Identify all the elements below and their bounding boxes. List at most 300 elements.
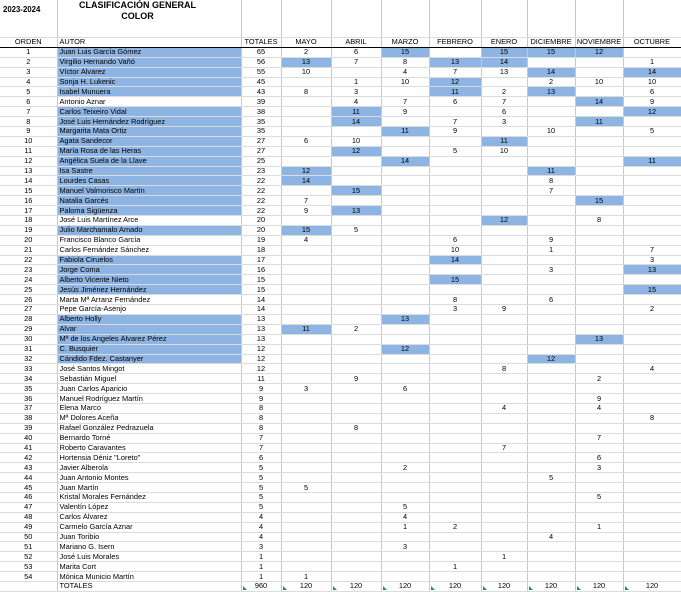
total-cell: 22 xyxy=(241,186,281,196)
month-score-cell xyxy=(281,502,331,512)
month-score-cell: 15 xyxy=(331,186,381,196)
month-score-cell xyxy=(381,324,429,334)
totals-row xyxy=(0,581,681,591)
empty-cell xyxy=(241,0,281,38)
month-score-cell: 13 xyxy=(331,206,381,216)
month-score-cell xyxy=(429,374,481,384)
author-cell: Mariano G. Isern xyxy=(57,542,241,552)
month-score-cell: 8 xyxy=(381,57,429,67)
rank-cell: 51 xyxy=(0,542,57,552)
month-score-cell: 4 xyxy=(331,97,381,107)
month-score-cell xyxy=(429,314,481,324)
month-score-cell xyxy=(281,156,331,166)
month-score-cell: 10 xyxy=(331,136,381,146)
month-score-cell xyxy=(527,572,575,582)
total-cell: 16 xyxy=(241,265,281,275)
month-score-cell xyxy=(527,433,575,443)
month-score-cell: 12 xyxy=(429,77,481,87)
season-cell xyxy=(0,0,57,38)
total-cell: 12 xyxy=(241,364,281,374)
month-score-cell: 1 xyxy=(429,562,481,572)
month-score-cell: 1 xyxy=(381,522,429,532)
author-cell: José Luis Morales xyxy=(57,552,241,562)
month-score-cell xyxy=(575,127,623,137)
month-score-cell: 9 xyxy=(481,305,527,315)
rank-cell: 17 xyxy=(0,206,57,216)
total-cell: 1 xyxy=(241,572,281,582)
month-score-cell xyxy=(429,483,481,493)
column-header: DICIEMBRE xyxy=(527,38,575,48)
total-cell: 8 xyxy=(241,413,281,423)
month-score-cell xyxy=(623,166,681,176)
month-score-cell xyxy=(331,127,381,137)
author-cell: Pepe García-Asenjo xyxy=(57,305,241,315)
formula-marker-icon xyxy=(625,586,629,590)
month-score-cell xyxy=(281,285,331,295)
month-score-cell: 6 xyxy=(623,87,681,97)
month-score-cell xyxy=(281,403,331,413)
month-score-cell xyxy=(281,463,331,473)
author-cell: Angélica Suela de la Llave xyxy=(57,156,241,166)
month-score-cell xyxy=(429,433,481,443)
month-score-cell: 6 xyxy=(527,295,575,305)
rank-cell: 1 xyxy=(0,47,57,57)
month-score-cell: 2 xyxy=(429,522,481,532)
month-score-cell xyxy=(429,384,481,394)
month-score-cell xyxy=(575,186,623,196)
month-score-cell xyxy=(623,492,681,502)
month-score-cell xyxy=(575,136,623,146)
author-cell: Francisco Blanco García xyxy=(57,235,241,245)
table-row xyxy=(0,314,681,324)
month-score-cell: 10 xyxy=(281,67,331,77)
month-score-cell xyxy=(281,364,331,374)
author-cell: Hortensia Déniz "Loreto" xyxy=(57,453,241,463)
formula-marker-icon xyxy=(333,586,337,590)
month-score-cell: 14 xyxy=(481,57,527,67)
month-score-cell xyxy=(381,87,429,97)
month-score-cell xyxy=(381,117,429,127)
month-score-cell xyxy=(623,146,681,156)
rank-cell: 15 xyxy=(0,186,57,196)
author-cell: Paloma Sigüenza xyxy=(57,206,241,216)
month-score-cell: 13 xyxy=(623,265,681,275)
month-score-cell xyxy=(281,275,331,285)
month-score-cell xyxy=(575,552,623,562)
month-score-cell: 1 xyxy=(575,522,623,532)
month-score-cell xyxy=(575,324,623,334)
author-cell: Víctor Álvarez xyxy=(57,67,241,77)
table-row xyxy=(0,265,681,275)
formula-marker-icon xyxy=(243,586,247,590)
month-score-cell: 14 xyxy=(429,255,481,265)
month-score-cell xyxy=(527,334,575,344)
month-score-cell xyxy=(331,384,381,394)
month-score-cell: 3 xyxy=(429,305,481,315)
month-score-cell xyxy=(575,295,623,305)
month-score-cell xyxy=(429,225,481,235)
month-score-cell xyxy=(381,186,429,196)
month-score-cell xyxy=(281,117,331,127)
month-score-cell xyxy=(331,542,381,552)
author-cell: Rafael González Pedrazuela xyxy=(57,423,241,433)
rank-cell: 14 xyxy=(0,176,57,186)
month-score-cell xyxy=(623,374,681,384)
month-score-cell xyxy=(281,413,331,423)
total-cell: 35 xyxy=(241,117,281,127)
month-score-cell xyxy=(331,354,381,364)
month-score-cell xyxy=(429,206,481,216)
total-cell: 23 xyxy=(241,166,281,176)
month-score-cell: 1 xyxy=(481,552,527,562)
author-cell: Alberto Holly xyxy=(57,314,241,324)
month-score-cell: 5 xyxy=(575,492,623,502)
table-row xyxy=(0,285,681,295)
month-score-cell xyxy=(281,344,331,354)
month-score-cell xyxy=(281,127,331,137)
month-score-cell xyxy=(527,136,575,146)
month-score-cell xyxy=(623,324,681,334)
month-score-cell xyxy=(527,502,575,512)
rank-cell: 38 xyxy=(0,413,57,423)
month-score-cell xyxy=(575,443,623,453)
totals-value: 120 xyxy=(645,581,659,591)
total-cell: 20 xyxy=(241,225,281,235)
rank-cell: 34 xyxy=(0,374,57,384)
month-score-cell xyxy=(623,394,681,404)
month-score-cell: 3 xyxy=(481,117,527,127)
month-score-cell xyxy=(575,107,623,117)
table-row xyxy=(0,127,681,137)
table-row xyxy=(0,433,681,443)
month-score-cell xyxy=(429,542,481,552)
author-cell: Marta Mª Arranz Fernández xyxy=(57,295,241,305)
month-score-cell: 4 xyxy=(623,364,681,374)
total-cell: 1 xyxy=(241,562,281,572)
month-score-cell xyxy=(575,512,623,522)
author-cell: Juan Antonio Montes xyxy=(57,473,241,483)
month-score-cell: 13 xyxy=(527,87,575,97)
month-score-cell xyxy=(331,314,381,324)
month-score-cell xyxy=(331,473,381,483)
month-score-cell xyxy=(481,562,527,572)
table-row xyxy=(0,413,681,423)
month-score-cell xyxy=(481,423,527,433)
author-cell: Kristal Morales Fernández xyxy=(57,492,241,502)
author-cell: José Santos Mingot xyxy=(57,364,241,374)
month-score-cell: 2 xyxy=(331,324,381,334)
author-cell: Alberto Vicente Nieto xyxy=(57,275,241,285)
month-score-cell xyxy=(429,492,481,502)
table-row xyxy=(0,403,681,413)
month-score-cell xyxy=(623,443,681,453)
month-score-cell: 14 xyxy=(381,156,429,166)
empty-cell xyxy=(575,0,623,38)
month-score-cell xyxy=(331,235,381,245)
rank-cell: 50 xyxy=(0,532,57,542)
month-score-cell xyxy=(429,156,481,166)
total-cell: 5 xyxy=(241,473,281,483)
table-row xyxy=(0,57,681,67)
author-cell: Mónica Municio Martín xyxy=(57,572,241,582)
month-score-cell xyxy=(381,423,429,433)
month-score-cell xyxy=(527,394,575,404)
month-score-cell xyxy=(331,166,381,176)
month-score-cell xyxy=(281,394,331,404)
month-score-cell: 11 xyxy=(481,136,527,146)
month-score-cell: 11 xyxy=(331,107,381,117)
table-row xyxy=(0,47,681,57)
total-cell: 14 xyxy=(241,305,281,315)
month-score-cell xyxy=(575,275,623,285)
month-score-cell: 3 xyxy=(575,463,623,473)
rank-cell: 8 xyxy=(0,117,57,127)
month-score-cell xyxy=(429,403,481,413)
month-score-cell xyxy=(331,453,381,463)
month-score-cell xyxy=(481,176,527,186)
month-score-cell: 2 xyxy=(381,463,429,473)
month-score-cell xyxy=(381,552,429,562)
author-cell: Bernardo Torné xyxy=(57,433,241,443)
month-score-cell: 7 xyxy=(481,97,527,107)
author-cell: Juan Toribio xyxy=(57,532,241,542)
table-row xyxy=(0,542,681,552)
month-score-cell xyxy=(481,196,527,206)
month-score-cell xyxy=(381,206,429,216)
month-score-cell xyxy=(381,136,429,146)
author-cell: Natalia Garcés xyxy=(57,196,241,206)
month-score-cell xyxy=(381,146,429,156)
month-score-cell xyxy=(575,532,623,542)
month-score-cell xyxy=(429,344,481,354)
author-cell: Sonja H. Lukenic xyxy=(57,77,241,87)
total-cell: 8 xyxy=(241,423,281,433)
month-score-cell xyxy=(623,522,681,532)
month-score-cell xyxy=(331,305,381,315)
month-score-cell: 7 xyxy=(381,97,429,107)
table-row xyxy=(0,235,681,245)
rank-cell: 45 xyxy=(0,483,57,493)
table-row xyxy=(0,364,681,374)
column-header: FEBRERO xyxy=(429,38,481,48)
month-score-cell xyxy=(527,542,575,552)
column-header: AUTOR xyxy=(57,38,241,48)
table-row xyxy=(0,87,681,97)
table-row xyxy=(0,146,681,156)
formula-marker-icon xyxy=(283,586,287,590)
month-score-cell xyxy=(623,216,681,226)
month-score-cell: 4 xyxy=(527,532,575,542)
month-score-cell xyxy=(575,354,623,364)
table-row xyxy=(0,206,681,216)
table-row xyxy=(0,176,681,186)
month-score-cell xyxy=(281,453,331,463)
month-score-cell xyxy=(481,374,527,384)
month-score-cell: 10 xyxy=(623,77,681,87)
totals-cell xyxy=(331,581,381,591)
month-score-cell xyxy=(481,265,527,275)
rank-cell: 31 xyxy=(0,344,57,354)
title-line-1: CLASIFICACIÓN GENERAL xyxy=(79,0,196,10)
total-cell: 4 xyxy=(241,512,281,522)
month-score-cell: 7 xyxy=(481,443,527,453)
month-score-cell xyxy=(481,532,527,542)
month-score-cell xyxy=(429,285,481,295)
month-score-cell xyxy=(623,473,681,483)
totals-cell xyxy=(241,581,281,591)
month-score-cell xyxy=(527,146,575,156)
month-score-cell xyxy=(429,552,481,562)
month-score-cell: 8 xyxy=(575,216,623,226)
table-row xyxy=(0,463,681,473)
month-score-cell xyxy=(381,334,429,344)
month-score-cell xyxy=(281,552,331,562)
month-score-cell: 14 xyxy=(331,117,381,127)
author-cell: Carlos Teixeiro Vidal xyxy=(57,107,241,117)
table-row xyxy=(0,532,681,542)
table-row xyxy=(0,492,681,502)
empty-cell xyxy=(331,0,381,38)
author-cell: Cándido Fdez. Castanyer xyxy=(57,354,241,364)
totals-cell xyxy=(481,581,527,591)
month-score-cell xyxy=(481,255,527,265)
month-score-cell xyxy=(623,433,681,443)
month-score-cell xyxy=(429,394,481,404)
total-cell: 22 xyxy=(241,176,281,186)
month-score-cell: 14 xyxy=(527,67,575,77)
month-score-cell: 11 xyxy=(381,127,429,137)
table-row xyxy=(0,166,681,176)
rank-cell: 6 xyxy=(0,97,57,107)
total-cell: 22 xyxy=(241,206,281,216)
month-score-cell xyxy=(527,384,575,394)
month-score-cell xyxy=(429,354,481,364)
month-score-cell: 7 xyxy=(623,245,681,255)
author-cell: Carmelo García Aznar xyxy=(57,522,241,532)
month-score-cell: 4 xyxy=(481,403,527,413)
month-score-cell: 11 xyxy=(281,324,331,334)
month-score-cell xyxy=(381,305,429,315)
month-score-cell: 9 xyxy=(281,206,331,216)
month-score-cell xyxy=(481,542,527,552)
table-row xyxy=(0,67,681,77)
column-header: MAYO xyxy=(281,38,331,48)
month-score-cell xyxy=(527,483,575,493)
table-row xyxy=(0,502,681,512)
rank-cell: 44 xyxy=(0,473,57,483)
month-score-cell: 1 xyxy=(527,245,575,255)
month-score-cell xyxy=(381,255,429,265)
month-score-cell xyxy=(429,423,481,433)
rank-cell: 22 xyxy=(0,255,57,265)
month-score-cell xyxy=(429,443,481,453)
month-score-cell xyxy=(331,502,381,512)
total-cell: 39 xyxy=(241,97,281,107)
rank-cell: 23 xyxy=(0,265,57,275)
month-score-cell: 12 xyxy=(381,344,429,354)
month-score-cell xyxy=(331,552,381,562)
table-row xyxy=(0,572,681,582)
month-score-cell xyxy=(481,314,527,324)
total-cell: 5 xyxy=(241,463,281,473)
month-score-cell xyxy=(281,295,331,305)
month-score-cell xyxy=(429,334,481,344)
month-score-cell xyxy=(527,156,575,166)
month-score-cell xyxy=(575,305,623,315)
month-score-cell xyxy=(575,314,623,324)
month-score-cell xyxy=(381,354,429,364)
month-score-cell: 11 xyxy=(429,87,481,97)
total-cell: 65 xyxy=(241,47,281,57)
rank-cell: 39 xyxy=(0,423,57,433)
rank-cell: 48 xyxy=(0,512,57,522)
table-row xyxy=(0,305,681,315)
month-score-cell xyxy=(623,47,681,57)
table-row xyxy=(0,354,681,364)
table-row xyxy=(0,225,681,235)
month-score-cell xyxy=(381,443,429,453)
month-score-cell xyxy=(623,334,681,344)
rank-cell: 13 xyxy=(0,166,57,176)
month-score-cell xyxy=(381,562,429,572)
month-score-cell xyxy=(429,166,481,176)
totals-value: 120 xyxy=(299,581,313,591)
month-score-cell xyxy=(331,413,381,423)
total-cell: 38 xyxy=(241,107,281,117)
month-score-cell xyxy=(527,255,575,265)
formula-marker-icon xyxy=(529,586,533,590)
month-score-cell: 6 xyxy=(429,235,481,245)
rank-cell: 10 xyxy=(0,136,57,146)
month-score-cell xyxy=(481,512,527,522)
month-score-cell xyxy=(481,235,527,245)
month-score-cell xyxy=(281,265,331,275)
month-score-cell xyxy=(527,423,575,433)
month-score-cell xyxy=(481,502,527,512)
month-score-cell: 14 xyxy=(575,97,623,107)
month-score-cell xyxy=(281,97,331,107)
month-score-cell xyxy=(381,285,429,295)
month-score-cell xyxy=(381,532,429,542)
total-cell: 9 xyxy=(241,384,281,394)
total-cell: 19 xyxy=(241,235,281,245)
rank-cell: 47 xyxy=(0,502,57,512)
empty-cell xyxy=(623,0,681,38)
month-score-cell xyxy=(281,245,331,255)
month-score-cell xyxy=(623,295,681,305)
month-score-cell xyxy=(481,483,527,493)
total-cell: 12 xyxy=(241,344,281,354)
totals-cell xyxy=(575,581,623,591)
month-score-cell: 11 xyxy=(575,117,623,127)
rank-cell: 49 xyxy=(0,522,57,532)
month-score-cell xyxy=(623,206,681,216)
month-score-cell: 9 xyxy=(623,97,681,107)
column-header: OCTUBRE xyxy=(623,38,681,48)
month-score-cell: 12 xyxy=(527,354,575,364)
rank-cell: 52 xyxy=(0,552,57,562)
month-score-cell xyxy=(381,492,429,502)
month-score-cell xyxy=(331,295,381,305)
month-score-cell: 7 xyxy=(281,196,331,206)
month-score-cell xyxy=(481,295,527,305)
month-score-cell xyxy=(281,186,331,196)
month-score-cell xyxy=(623,483,681,493)
month-score-cell xyxy=(281,334,331,344)
month-score-cell xyxy=(381,216,429,226)
month-score-cell: 5 xyxy=(381,502,429,512)
month-score-cell xyxy=(623,384,681,394)
